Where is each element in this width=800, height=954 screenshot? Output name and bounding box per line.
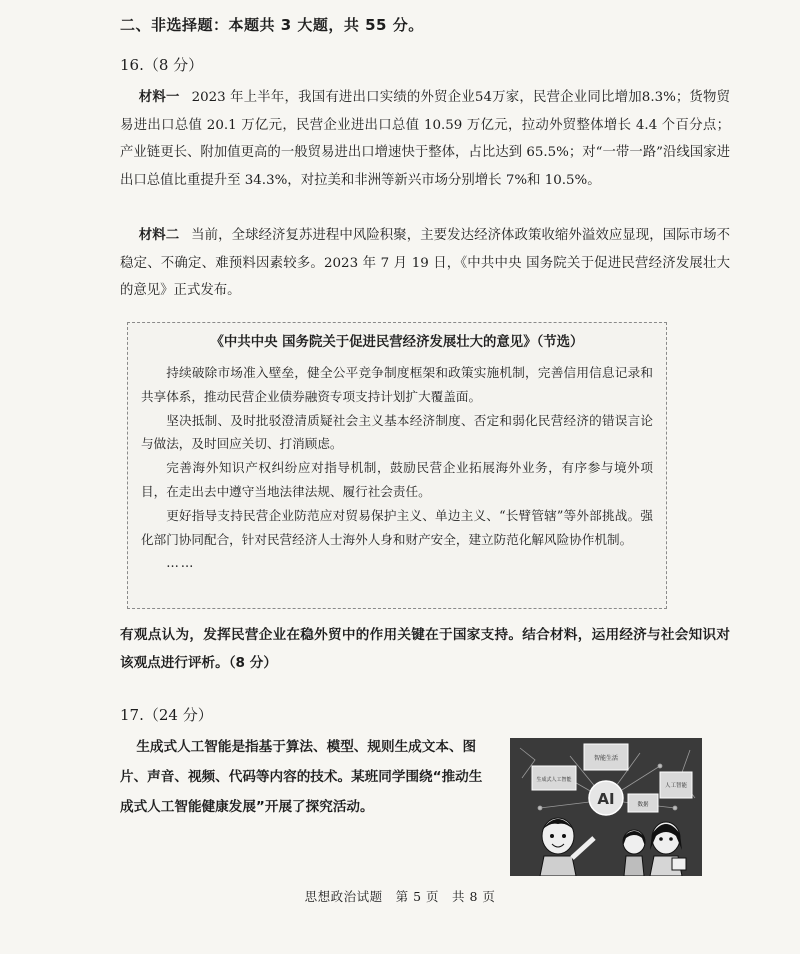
material-one-text: 2023 年上半年，我国有进出口实绩的外贸企业54万家，民营企业同比增加8.3%；货物贸易进出口总值 20.1 万亿元，民营企业进出口总值 10.59 万亿元，拉动外贸整体增长 4.4 个百分点；产业链更长、附加值更高的一般贸易进出口增速快于整体，占比达到 65.5%；对“一带一路”沿线国家进出口总值比重提升至 34.3%，对拉美和非洲等新兴市场分别增长 7%和 10.5%。: [120, 90, 731, 188]
ai-cartoon-illustration: [510, 738, 702, 876]
material-two: [120, 222, 730, 305]
material-two-text: 当前，全球经济复苏进程中风险积聚，主要发达经济体政策收缩外溢效应显现，国际市场不稳定、不确定、难预料因素较多。2023 年 7 月 19 日，《中共中央 国务院关于促进民营经济发展壮大的意见》正式发布。: [120, 228, 731, 298]
policy-excerpt-box: [127, 322, 667, 609]
policy-excerpt-body: [141, 361, 653, 575]
material-one-label: 材料一: [138, 89, 180, 105]
material-one: [120, 84, 730, 194]
question-16-prompt: 有观点认为，发挥民营企业在稳外贸中的作用关键在于国家支持。结合材料，运用经济与社会知识对该观点进行评析。（8 分）: [120, 627, 730, 671]
label-box-left-text: 生成式人工智能: [536, 777, 572, 783]
excerpt-paragraph: 完善海外知识产权纠纷应对指导机制，鼓励民营企业拓展海外业务，有序参与境外项目，在走出去中遵守当地法律法规、履行社会责任。: [141, 460, 653, 499]
label-box-top-text: 智能生活: [593, 755, 619, 762]
excerpt-paragraph: 更好指导支持民营企业防范应对贸易保护主义、单边主义、“长臂管辖”等外部挑战。强化部门协同配合，针对民营经济人士海外人身和财产安全，建立防范化解风险协作机制。: [141, 507, 653, 547]
policy-excerpt-title: 《中共中央 国务院关于促进民营经济发展壮大的意见》（节选）: [210, 335, 584, 350]
section-title: 二、非选择题：本题共 3 大题，共 55 分。: [120, 16, 424, 34]
ai-label: AI: [597, 790, 615, 808]
question-17-number: 17.（24 分）: [120, 706, 213, 724]
excerpt-ellipsis: ……: [166, 555, 196, 571]
material-two-label: 材料二: [138, 227, 180, 243]
excerpt-paragraph: 坚决抵制、及时批驳澄清质疑社会主义基本经济制度、否定和弱化民营经济的错误言论与做法，及时回应关切、打消顾虑。: [141, 412, 653, 452]
question-17-intro: 生成式人工智能是指基于算法、模型、规则生成文本、图片、声音、视频、代码等内容的技术。某班同学围绕“推动生成式人工智能健康发展”开展了探究活动。: [120, 739, 483, 815]
page-footer: 思想政治试题 第 5 页 共 8 页: [304, 889, 496, 904]
excerpt-paragraph: 持续破除市场准入壁垒，健全公平竞争制度框架和政策实施机制，完善信用信息记录和共享体系，推动民营企业债券融资专项支持计划扩大覆盖面。: [141, 365, 653, 404]
label-box-small-text: 数据: [637, 802, 649, 808]
question-16-number: 16.（8 分）: [120, 56, 204, 74]
label-box-right-text: 人工智能: [664, 783, 688, 789]
